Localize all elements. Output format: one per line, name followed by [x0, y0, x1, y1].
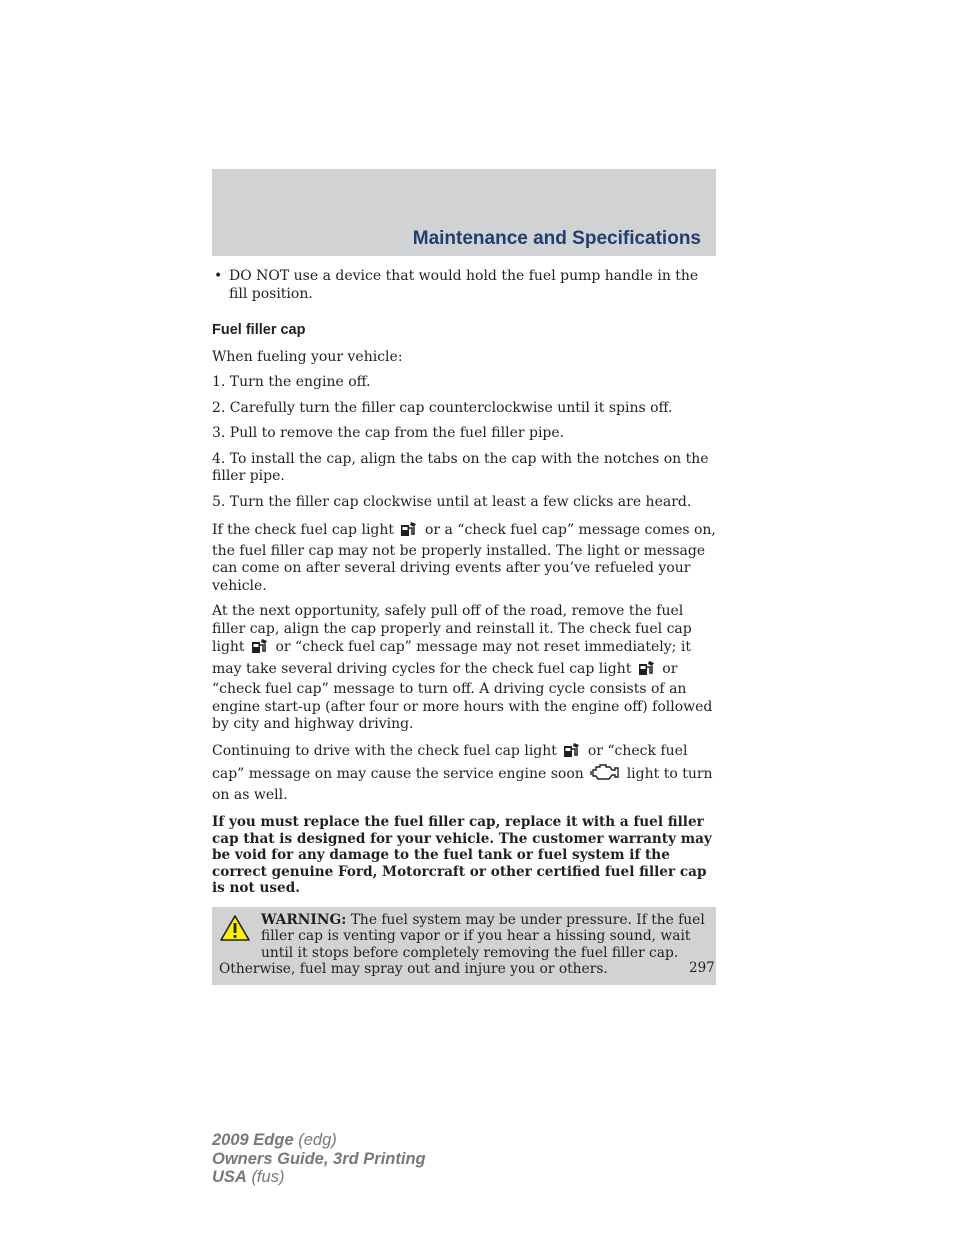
- footer-line-2: [212, 1150, 426, 1169]
- footer-guide: Owners Guide, 3rd Printing: [212, 1149, 426, 1168]
- para1-text-b: or a “check fuel cap” message comes on, the fuel filler cap may not be properly installed. The light or message can come on after several driving events after you’ve refueled your vehicle.: [212, 522, 716, 594]
- bullet-dot: •: [214, 268, 223, 284]
- page-content: [212, 268, 716, 985]
- para2-text-c: or “check fuel cap” message to turn off. A driving cycle consists of an engine start-up (after four or more hours with the engine off) followed by city and highway driving.: [212, 660, 713, 732]
- para2-text-b: or “check fuel cap” message may not reset immediately; it may take several driving cycles for the check fuel cap light: [212, 639, 691, 677]
- warning-triangle-icon: [219, 914, 251, 947]
- bullet-item: [212, 268, 716, 303]
- para3-text-a: Continuing to drive with the check fuel cap light: [212, 742, 557, 759]
- subsection-heading: Fuel filler cap: [212, 322, 306, 338]
- footer-region-code: (fus): [251, 1168, 285, 1186]
- paragraph-next-opportunity: [212, 603, 716, 734]
- warning-text: The fuel system may be under pressure. If the fuel filler cap is venting vapor or if you hear a hissing sound, wait until it stops before completely removing the fuel filler cap. Otherwise, fuel may spray out and injure you or others.: [219, 911, 705, 977]
- warning-label: WARNING:: [261, 911, 347, 928]
- step-3: 3. Pull to remove the cap from the fuel filler pipe.: [212, 425, 565, 441]
- paragraph-continuing: [212, 742, 716, 805]
- page-number: 297: [689, 960, 715, 976]
- intro-text: When fueling your vehicle:: [212, 348, 403, 365]
- step-2: 2. Carefully turn the filler cap counterclockwise until it spins off.: [212, 399, 673, 416]
- bullet-text: DO NOT use a device that would hold the fuel pump handle in the fill position.: [229, 268, 699, 302]
- footer-model: 2009 Edge: [212, 1131, 294, 1149]
- replacement-cap-note: If you must replace the fuel filler cap, replace it with a fuel filler cap that is designed for your vehicle. The customer warranty may be void for any damage to the fuel tank or fuel system if the correct genuine Ford, Motorcraft or other certified fuel filler cap is not used.: [212, 814, 712, 896]
- para3-text-c: light to turn on as well.: [212, 766, 713, 803]
- paragraph-check-fuel-cap: [212, 521, 716, 595]
- step-1: 1. Turn the engine off.: [212, 374, 371, 390]
- check-fuel-cap-icon: [251, 638, 269, 660]
- check-fuel-cap-icon: [400, 521, 418, 543]
- check-fuel-cap-icon: [563, 742, 581, 764]
- check-fuel-cap-icon: [638, 660, 656, 682]
- para3-text-b: or “check fuel cap” message on may cause the service engine soon: [212, 742, 688, 782]
- footer-region: USA: [212, 1168, 247, 1186]
- section-header-band: [212, 169, 716, 256]
- footer-line-3: [212, 1168, 426, 1187]
- footer-model-code: (edg): [298, 1131, 337, 1149]
- document-footer: [212, 1131, 426, 1187]
- service-engine-soon-icon: [590, 763, 620, 787]
- footer-line-1: [212, 1131, 426, 1150]
- section-title: Maintenance and Specifications: [412, 228, 701, 249]
- para2-text-a: At the next opportunity, safely pull off of the road, remove the fuel filler cap, align the cap properly and reinstall it. The check fuel cap light: [212, 603, 692, 655]
- para1-text-a: If the check fuel cap light: [212, 522, 395, 538]
- warning-box: [212, 907, 716, 985]
- step-4: 4. To install the cap, align the tabs on the cap with the notches on the filler pipe.: [212, 450, 709, 484]
- step-5: 5. Turn the filler cap clockwise until at least a few clicks are heard.: [212, 493, 692, 510]
